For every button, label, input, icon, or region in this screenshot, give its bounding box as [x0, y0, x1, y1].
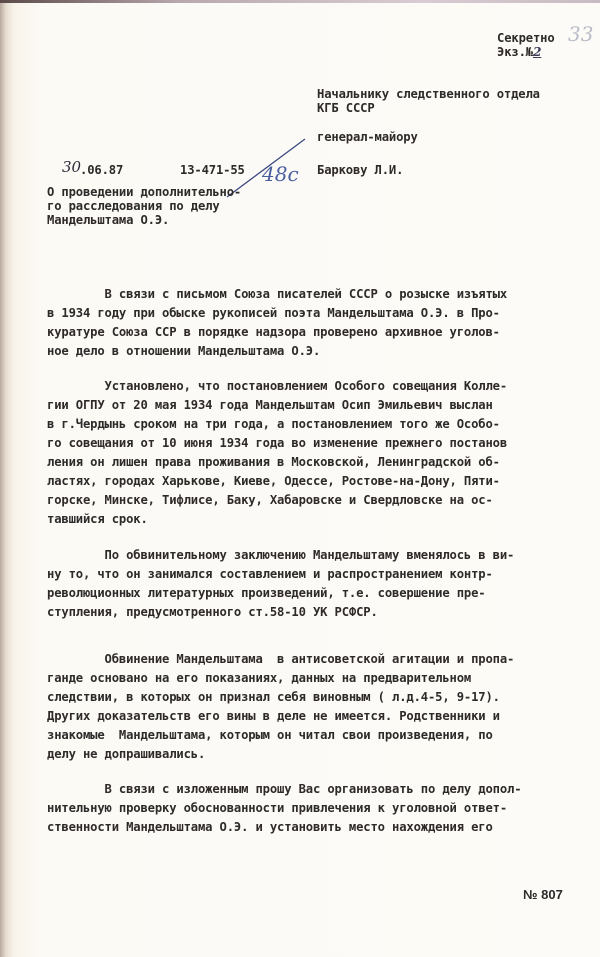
- body-line: В связи с изложенным прошу Вас организовать по делу допол-: [47, 782, 522, 796]
- body-line: ганде основано на его показаниях, данных на предварительном: [47, 671, 472, 685]
- body-line: В связи с письмом Союза писателей СССР о розыске изъятых: [47, 287, 507, 301]
- body-line: ное дело в отношении Мандельштама О.Э.: [47, 344, 321, 358]
- body-line: делу не допрашивались.: [47, 747, 206, 761]
- body-line: нительную проверку обоснованности привлечения к уголовной ответ-: [47, 801, 507, 815]
- handwritten-date-day: 30: [62, 158, 82, 176]
- date-month-year: .06.87: [80, 163, 124, 177]
- subject-line-3: Мандельштама О.Э.: [47, 213, 170, 227]
- body-line: тавшийся срок.: [47, 512, 148, 526]
- reference-number: 13-471-55: [180, 163, 245, 177]
- body-line: Установлено, что постановлением Особого совещания Колле-: [47, 379, 507, 393]
- body-line: го совещания от 10 июня 1934 года во изменение прежнего постанов: [47, 436, 507, 450]
- copy-number-line: [497, 44, 541, 61]
- handwritten-note: 48с: [262, 162, 299, 186]
- body-line: куратуре Союза ССР в порядке надзора проверено архивное уголов-: [47, 325, 500, 339]
- body-line: революционных литературных произведений, т.е. совершение пре-: [47, 586, 486, 600]
- addressee-line-2: КГБ СССР: [317, 101, 375, 115]
- copy-prefix: Экз.№: [497, 45, 533, 59]
- addressee-line-1: Начальнику следственного отдела: [317, 87, 540, 101]
- body-line: в г.Чердынь сроком на три года, а постановлением того же Особо-: [47, 417, 500, 431]
- body-line: знакомые Мандельштама, которым он читал свои произведения, по: [47, 728, 493, 742]
- addressee-line-4: Баркову Л.И.: [317, 163, 404, 177]
- addressee-line-3: генерал-майору: [317, 130, 418, 144]
- body-line: ления он лишен права проживания в Московской, Ленинградской об-: [47, 455, 500, 469]
- copy-number: 2: [532, 45, 542, 59]
- subject-line-1: О проведении дополнительно-: [47, 185, 242, 199]
- page-top-edge: [0, 0, 600, 3]
- body-line: Других доказательств его вины в деле не имеется. Родственники и: [47, 709, 500, 723]
- body-line: ластях, городах Харькове, Киеве, Одессе, Ростове-на-Дону, Пяти-: [47, 474, 500, 488]
- body-line: в 1934 году при обыске рукописей поэта Мандельштама О.Э. в Про-: [47, 306, 500, 320]
- subject-line-2: го расследования по делу: [47, 199, 220, 213]
- body-line: ну то, что он занимался составлением и распространением контр-: [47, 567, 493, 581]
- body-line: горске, Минске, Тифлисе, Баку, Хабаровске и Свердловске на ос-: [47, 493, 493, 507]
- body-line: следствии, в которых он признал себя виновным ( л.д.4-5, 9-17).: [47, 690, 500, 704]
- stamp-number: № 807: [523, 887, 563, 902]
- classification-label: Секретно: [497, 31, 555, 45]
- body-line: гии ОГПУ от 20 мая 1934 года Мандельштам Осип Эмильевич выслан: [47, 398, 493, 412]
- body-line: ступления, предусмотренного ст.58-10 УК РСФСР.: [47, 605, 378, 619]
- handwritten-sheet-number: 33: [568, 22, 594, 46]
- body-line: ственности Мандельштама О.Э. и установить место нахождения его: [47, 820, 493, 834]
- body-line: Обвинение Мандельштама в антисоветской агитации и пропа-: [47, 652, 515, 666]
- body-line: По обвинительному заключению Мандельштаму вменялось в ви-: [47, 548, 515, 562]
